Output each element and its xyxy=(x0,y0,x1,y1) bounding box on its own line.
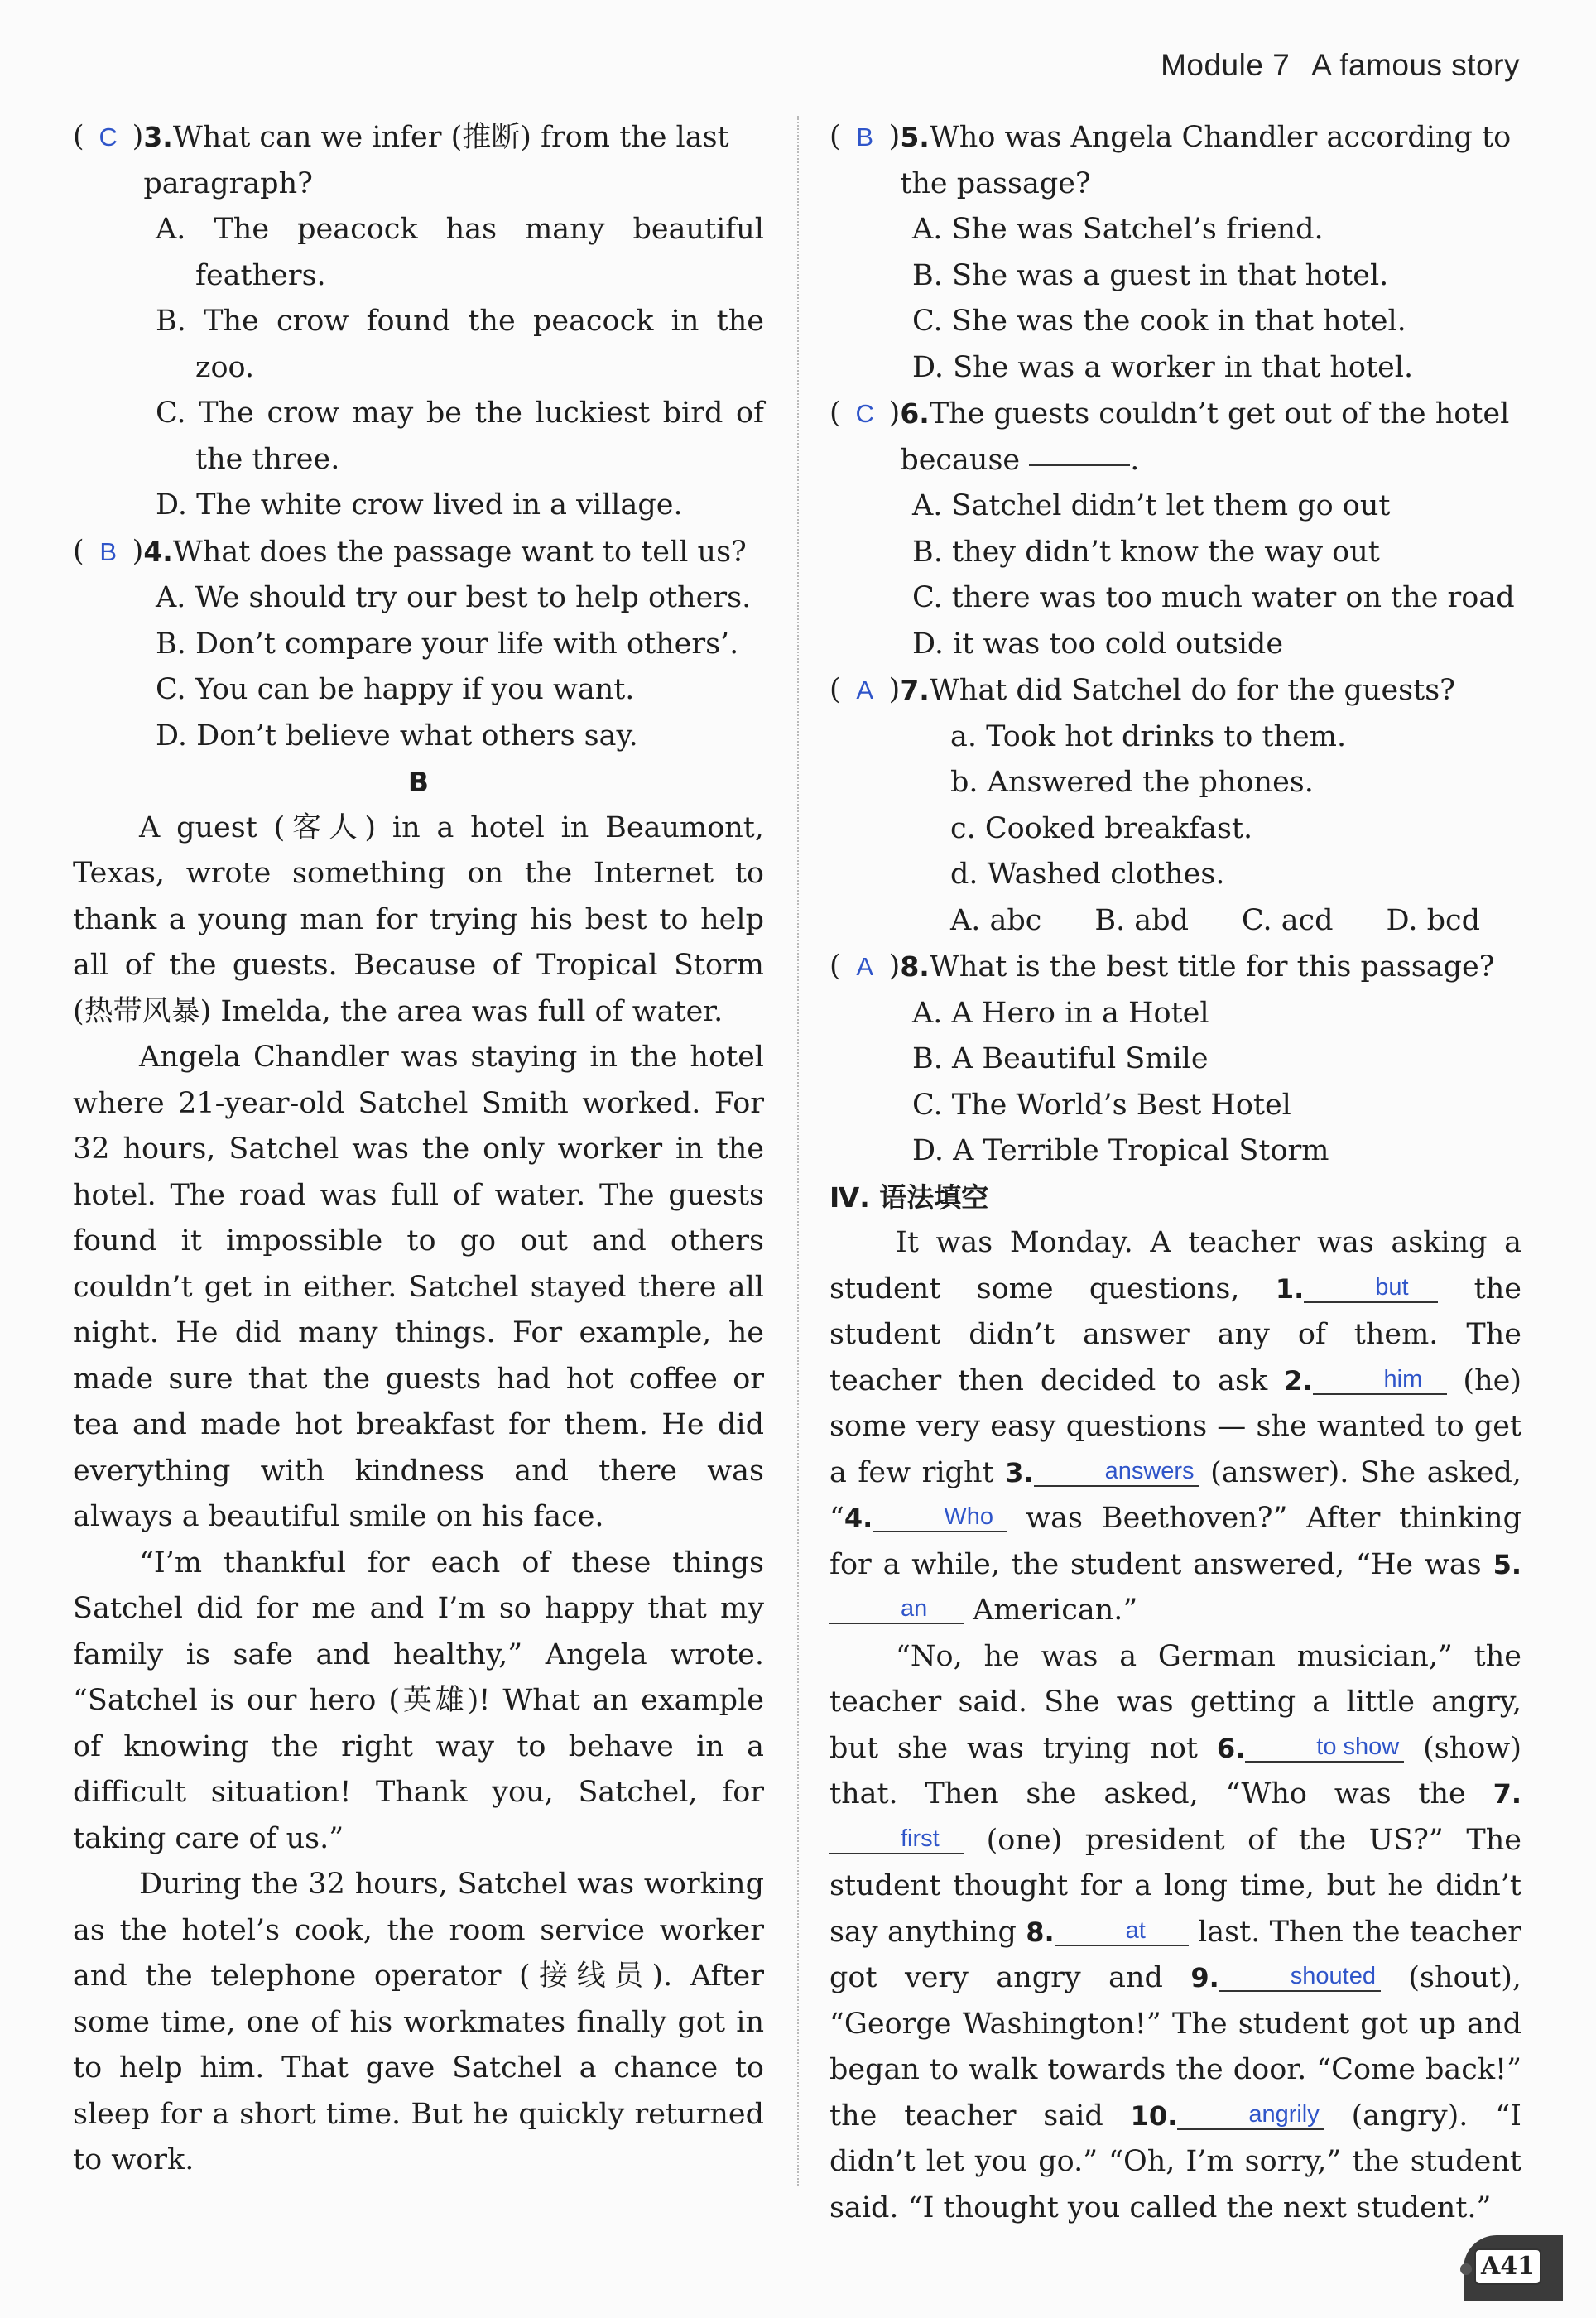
option: C. The World’s Best Hotel xyxy=(912,1088,1291,1122)
question-text: What did Satchel do for the guests? xyxy=(929,674,1455,707)
blank-7: first xyxy=(829,1825,964,1854)
module-label: Module 7 xyxy=(1161,48,1291,82)
question-text: What can we infer (推断) from the last paragraph? xyxy=(143,121,729,200)
question-7: ( A ) 7.What did Satchel do for the guests? xyxy=(829,667,1521,714)
sub-item: d. Washed clothes. xyxy=(950,858,1225,891)
option: B. A Beautiful Smile xyxy=(912,1042,1209,1075)
blank-9: shouted xyxy=(1219,1962,1381,1992)
sub-item: a. Took hot drinks to them. xyxy=(950,719,1347,753)
option: B. they didn’t know the way out xyxy=(912,535,1380,569)
option: D. Don’t believe what others say. xyxy=(156,719,638,753)
blank-8: at xyxy=(1055,1916,1189,1946)
option: C. there was too much water on the road xyxy=(912,581,1515,614)
option: A. A Hero in a Hotel xyxy=(912,996,1209,1030)
option: A. She was Satchel’s friend. xyxy=(912,213,1324,246)
blank-5: an xyxy=(829,1594,964,1624)
question-number: 8. xyxy=(900,950,930,983)
option: C. She was the cook in that hotel. xyxy=(912,305,1406,338)
cloze-paragraph-1: It was Monday. A teacher was asking a student some questions, 1. but the student didn’t answer any of them. The teacher then decided to ask 2. him (he) some very easy questions — she wanted to get a few right 3. answers (answer). She asked, “4. Who was Beethoven?” After thinking for a while, the student answered, “He was 5.an American.” xyxy=(829,1226,1521,1627)
sub-item: b. Answered the phones. xyxy=(950,766,1314,799)
option: A. Satchel didn’t let them go out xyxy=(912,489,1391,522)
option: B. The crow found the peacock in the zoo. xyxy=(156,305,764,384)
section-b-title: B xyxy=(407,766,430,798)
question-8: ( A ) 8.What is the best title for this passage? xyxy=(829,944,1521,991)
question-text: What is the best title for this passage? xyxy=(929,950,1495,983)
page-number: A41 xyxy=(1474,2248,1541,2285)
bullet-dot-icon xyxy=(1460,2263,1472,2275)
right-column xyxy=(829,114,1521,2231)
cloze-paragraph-2: “No, he was a German musician,” the teacher said. She was getting a little angry, but she was trying not 6. to show (show) that. Then she asked, “Who was the 7.first (one) president of the US?” The student thought for a long time, but he didn’t say anything 8. at last. Then the teacher got very angry and 9. shouted (shout), “George Washington!” The student got up and began to walk towards the door. “Come back!” the teacher said 10. angrily (angry). “I didn’t let you go.” “Oh, I’m sorry,” the student said. “I thought you called the next student.” xyxy=(829,1639,1521,2224)
sub-item: c. Cooked breakfast. xyxy=(950,811,1253,845)
left-column xyxy=(73,114,764,2184)
option: B. She was a guest in that hotel. xyxy=(912,258,1389,292)
question-3: ( C ) 3.What can we infer (推断) from the last paragraph? xyxy=(73,114,764,207)
answer-7: A xyxy=(856,676,873,705)
option: B. abd xyxy=(1094,903,1189,937)
option: C. The crow may be the luckiest bird of the three. xyxy=(156,397,764,476)
question-4: ( B ) 4.What does the passage want to tell us? xyxy=(73,529,764,576)
passage-paragraph: A guest (客人) in a hotel in Beaumont, Texas, wrote something on the Internet to thank a young man for trying his best to help all of the guests. Because of Tropical Storm (热带风暴) Imelda, the area was full of water. xyxy=(73,810,764,1028)
section-4-title: Ⅳ. 语法填空 xyxy=(829,1181,989,1214)
option: C. acd xyxy=(1241,903,1334,937)
question-5: ( B ) 5.Who was Angela Chandler according to the passage? xyxy=(829,114,1521,207)
blank-2: him xyxy=(1313,1365,1447,1395)
option: A. We should try our best to help others. xyxy=(156,581,752,614)
option: A. abc xyxy=(950,903,1042,937)
option: D. A Terrible Tropical Storm xyxy=(912,1134,1329,1167)
question-number: 6. xyxy=(900,397,930,430)
option: D. bcd xyxy=(1386,903,1480,937)
blank-10: angrily xyxy=(1177,2100,1324,2130)
passage-paragraph: “I’m thankful for each of these things Satchel did for me and I’m so happy that my family is safe and healthy,” Angela wrote. “Satchel is our hero (英雄)! What an example of knowing the right way to behave in a difficult situation! Thank you, Satchel, for taking care of us.” xyxy=(73,1546,764,1855)
blank-4: Who xyxy=(873,1503,1007,1532)
question-text-end: . xyxy=(1130,443,1140,477)
option: B. Don’t compare your life with others’. xyxy=(156,627,739,661)
option: D. The white crow lived in a village. xyxy=(156,488,683,522)
option-row xyxy=(829,898,1521,945)
passage-paragraph: Angela Chandler was staying in the hotel where 21-year-old Satchel Smith worked. For 32 hours, Satchel was the only worker in the hotel. The road was full of water. The guests found it impossible to go out and others couldn’t get in either. Satchel stayed there all night. He did many things. For example, he made sure that the guests had hot coffee or tea and made hot breakfast for them. He did everything with kindness and there was always a beautiful smile on his face. xyxy=(73,1041,764,1533)
option: D. it was too cold outside xyxy=(912,627,1284,661)
option: C. You can be happy if you want. xyxy=(156,673,635,706)
answer-8: A xyxy=(856,952,873,981)
module-title: A famous story xyxy=(1311,48,1520,82)
answer-6: C xyxy=(855,399,874,428)
question-number: 3. xyxy=(143,121,173,153)
passage-paragraph: During the 32 hours, Satchel was working as the hotel’s cook, the room service worker and the telephone operator (接线员). After some time, one of his workmates finally got in to help him. That gave Satchel a chance to sleep for a short time. But he quickly returned to work. xyxy=(73,1868,764,2176)
question-text: The guests couldn’t get out of the hotel because xyxy=(900,397,1510,477)
page-header xyxy=(1139,48,1520,83)
option: A. The peacock has many beautiful feathers. xyxy=(156,213,764,292)
question-number: 7. xyxy=(900,674,930,706)
blank-1: but xyxy=(1304,1273,1438,1303)
answer-5: B xyxy=(856,123,873,151)
answer-4: B xyxy=(99,536,117,566)
column-divider xyxy=(797,116,799,2186)
option: D. She was a worker in that hotel. xyxy=(912,350,1414,384)
question-text: Who was Angela Chandler according to the passage? xyxy=(900,121,1512,200)
question-number: 4. xyxy=(143,535,173,568)
question-number: 5. xyxy=(900,121,930,153)
answer-blank xyxy=(1029,464,1130,466)
blank-6: to show xyxy=(1245,1733,1404,1763)
question-text: What does the passage want to tell us? xyxy=(172,535,747,569)
page-number-badge xyxy=(1414,2235,1563,2301)
blank-3: answers xyxy=(1034,1457,1199,1487)
question-6: ( C ) 6.The guests couldn’t get out of the hotel because . xyxy=(829,391,1521,483)
answer-3: C xyxy=(99,123,118,151)
